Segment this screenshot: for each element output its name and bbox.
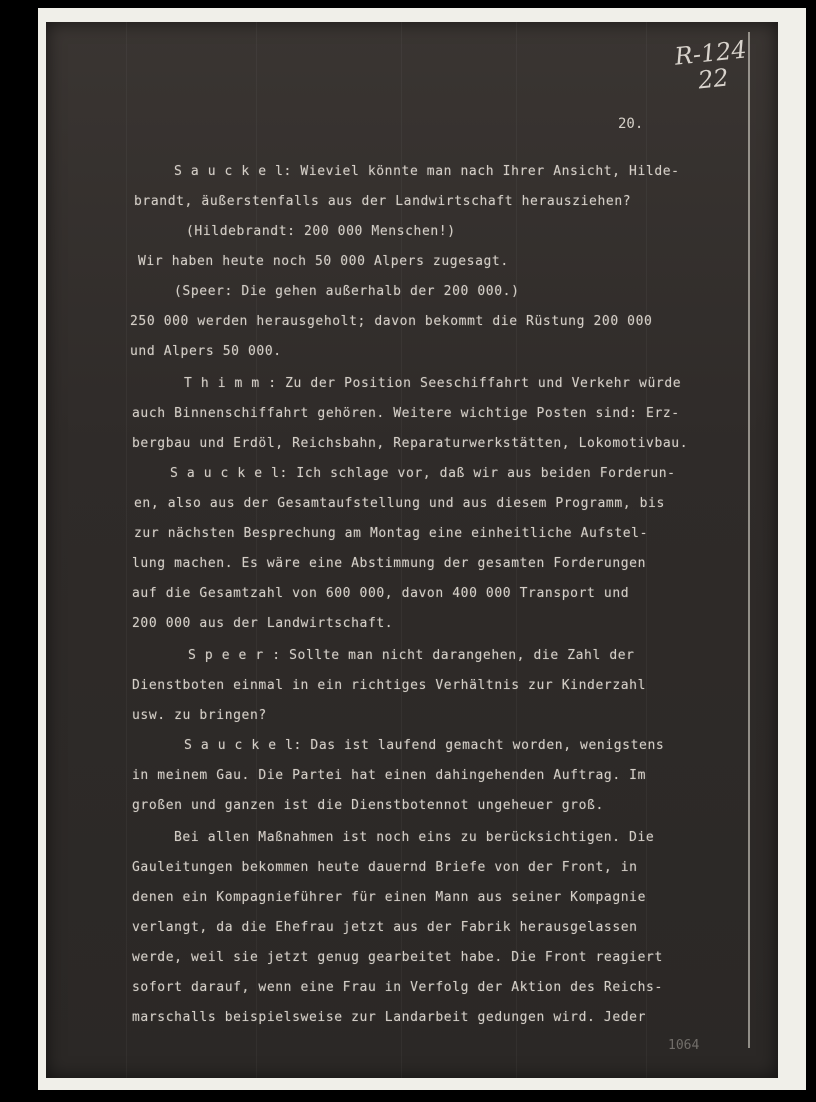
- text-line: marschalls beispielsweise zur Landarbeit gedungen wird. Jeder: [132, 1010, 647, 1025]
- annotation-page-ref: 22: [696, 63, 731, 95]
- text-line: Bei allen Maßnahmen ist noch eins zu berücksichtigen. Die: [174, 830, 655, 845]
- text-line: lung machen. Es wäre eine Abstimmung der gesamten Forderungen: [132, 556, 647, 571]
- text-line: denen ein Kompagnieführer für einen Mann aus seiner Kompagnie: [132, 890, 647, 905]
- text-line: auch Binnenschiffahrt gehören. Weitere wichtige Posten sind: Erz-: [132, 406, 680, 421]
- document-page: [46, 22, 778, 1078]
- text-line: Gauleitungen bekommen heute dauernd Briefe von der Front, in: [132, 860, 638, 875]
- text-line: verlangt, da die Ehefrau jetzt aus der Fabrik herausgelassen: [132, 920, 638, 935]
- scan-stripe: [646, 22, 647, 1078]
- text-line: S a u c k e l: Ich schlage vor, daß wir aus beiden Forderun-: [170, 466, 676, 481]
- text-line: auf die Gesamtzahl von 600 000, davon 400 000 Transport und: [132, 586, 630, 601]
- text-line: bergbau und Erdöl, Reichsbahn, Reparaturwerkstätten, Lokomotivbau.: [132, 436, 689, 451]
- archive-stamp: 1064: [668, 1038, 700, 1053]
- handwritten-annotation: [673, 36, 750, 95]
- text-line: S p e e r : Sollte man nicht darangehen, die Zahl der: [188, 648, 635, 663]
- text-line: usw. zu bringen?: [132, 708, 267, 723]
- text-line: großen und ganzen ist die Dienstbotennot ungeheuer groß.: [132, 798, 604, 813]
- text-line: 200 000 aus der Landwirtschaft.: [132, 616, 394, 631]
- text-line: brandt, äußerstenfalls aus der Landwirtschaft herausziehen?: [134, 194, 632, 209]
- text-line: T h i m m : Zu der Position Seeschiffahrt und Verkehr würde: [184, 376, 682, 391]
- text-line: und Alpers 50 000.: [130, 344, 282, 359]
- text-line: Wir haben heute noch 50 000 Alpers zugesagt.: [138, 254, 509, 269]
- page-edge-line: [748, 32, 750, 1048]
- text-line: zur nächsten Besprechung am Montag eine einheitliche Aufstel-: [134, 526, 649, 541]
- text-line: S a u c k e l: Wieviel könnte man nach Ihrer Ansicht, Hilde-: [174, 164, 680, 179]
- text-line: in meinem Gau. Die Partei hat einen dahingehenden Auftrag. Im: [132, 768, 647, 783]
- text-line: sofort darauf, wenn eine Frau in Verfolg der Aktion des Reichs-: [132, 980, 663, 995]
- text-line: 250 000 werden herausgeholt; davon bekommt die Rüstung 200 000: [130, 314, 653, 329]
- scan-stripe: [126, 22, 127, 1078]
- annotation-document-id: R-124: [673, 35, 748, 71]
- text-line: (Hildebrandt: 200 000 Menschen!): [186, 224, 456, 239]
- text-line: Dienstboten einmal in ein richtiges Verhältnis zur Kinderzahl: [132, 678, 647, 693]
- text-line: werde, weil sie jetzt genug gearbeitet habe. Die Front reagiert: [132, 950, 663, 965]
- page-number: 20.: [618, 116, 644, 132]
- text-line: (Speer: Die gehen außerhalb der 200 000.): [174, 284, 520, 299]
- text-line: S a u c k e l: Das ist laufend gemacht worden, wenigstens: [184, 738, 665, 753]
- text-line: en, also aus der Gesamtaufstellung und aus diesem Programm, bis: [134, 496, 665, 511]
